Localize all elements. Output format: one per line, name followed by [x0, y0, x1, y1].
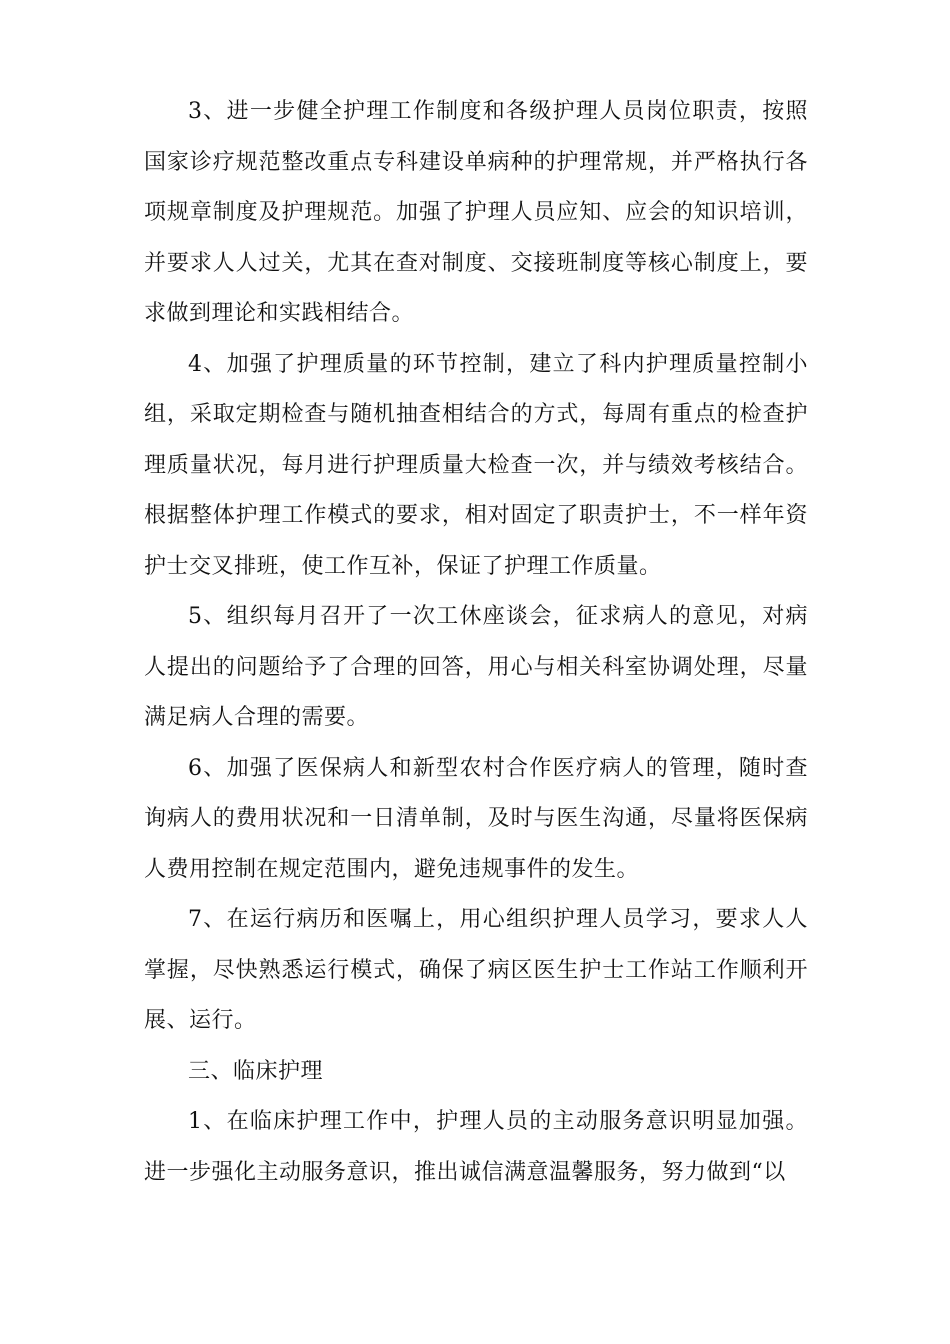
- paragraph-item-7: 7、在运行病历和医嘱上，用心组织护理人员学习，要求人人掌握，尽快熟悉运行模式，确保了病区医生护士工作站工作顺利开展、运行。: [144, 907, 808, 1033]
- paragraph-item-6: 6、加强了医保病人和新型农村合作医疗病人的管理，随时查询病人的费用状况和一日清单制，及时与医生沟通，尽量将医保病人费用控制在规定范围内，避免违规事件的发生。: [144, 755, 808, 882]
- paragraph-item-3: 3、进一步健全护理工作制度和各级护理人员岗位职责，按照国家诊疗规范整改重点专科建设单病种的护理常规，并严格执行各项规章制度及护理规范。加强了护理人员应知、应会的知识培训，并要求人人过关，尤其在查对制度、交接班制度等核心制度上，要求做到理论和实践相结合。: [144, 99, 808, 326]
- paragraph-item-5: 5、组织每月召开了一次工休座谈会，征求病人的意见，对病人提出的问题给予了合理的回答，用心与相关科室协调处理，尽量满足病人合理的需要。: [144, 604, 808, 730]
- paragraph-item-4: 4、加强了护理质量的环节控制，建立了科内护理质量控制小组，采取定期检查与随机抽查相结合的方式，每周有重点的检查护理质量状况，每月进行护理质量大检查一次，并与绩效考核结合。根据整体护理工作模式的要求，相对固定了职责护士，不一样年资护士交叉排班，使工作互补，保证了护理工作质量。: [144, 351, 808, 579]
- paragraph-item-1: 1、在临床护理工作中，护理人员的主动服务意识明显加强。进一步强化主动服务意识，推出诚信满意温馨服务，努力做到“以: [144, 1109, 808, 1185]
- document-body: [144, 87, 808, 1198]
- section-heading-clinical-nursing: 三、临床护理: [188, 1058, 324, 1084]
